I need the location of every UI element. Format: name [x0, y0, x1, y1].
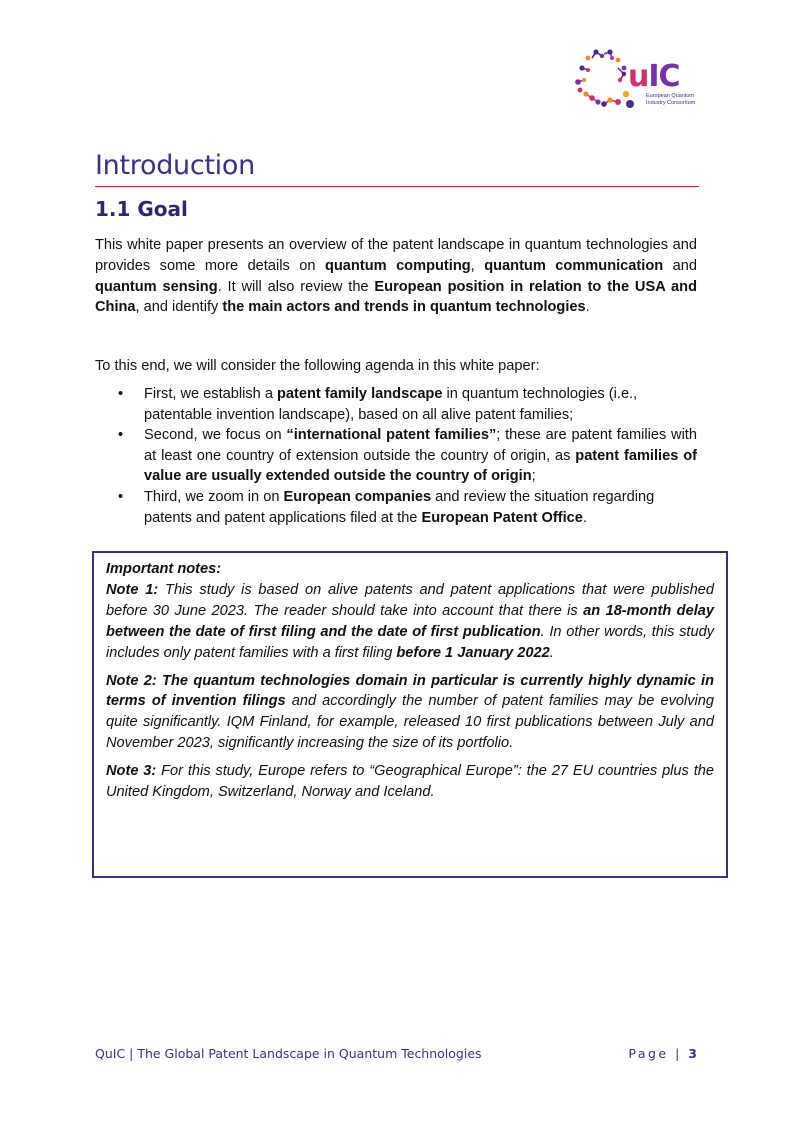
text-run: .	[582, 509, 587, 526]
note-3	[106, 761, 714, 803]
agenda-item	[95, 384, 697, 425]
agenda-list	[95, 384, 697, 528]
bullet-icon: •	[118, 386, 124, 402]
bold-run: before 1 January 2022	[396, 644, 550, 661]
important-notes-box	[92, 551, 728, 878]
bold-run: European companies	[283, 488, 432, 505]
text-run: and accordingly the number of patent families may be evolving quite significantly. IQM Finland, for example, released 10 first publications between July and November 2023, significantly increasing the size of its portfolio.	[106, 693, 715, 752]
section-title: 1.1 Goal	[95, 197, 188, 221]
logo-subtitle-line2: Industry Consortium	[646, 99, 696, 106]
bold-run: an 18-month delay between the date of first filing and the date of first publication	[106, 602, 714, 640]
text-run: Second, we focus on	[144, 427, 287, 444]
agenda-item	[95, 487, 697, 528]
logo-subtitle-line1: European Quantum	[646, 93, 695, 99]
text-run: in quantum technologies (i.e., patentable invention landscape), based on all alive patent families;	[144, 386, 638, 423]
chapter-title-rule	[95, 186, 699, 187]
note-label: Note 2:	[106, 672, 157, 689]
text-run: This study is based on alive patents and patent applications that were published before 30 June 2023. The reader should take into account that there is	[106, 581, 714, 619]
quic-logo-wordmark: uIC	[628, 59, 680, 94]
text-run: . In other words, this study includes only patent families with a first filing	[106, 623, 714, 661]
bold-run: patent family landscape	[277, 386, 443, 402]
bold-run: European position in relation to the USA and China	[95, 278, 698, 316]
text-run: For this study, Europe refers to “Geographical Europe”: the 27 EU countries plus the United Kingdom, Switzerland, Norway and Iceland.	[106, 763, 714, 801]
text-run: This white paper presents an overview of the patent landscape in quantum technologies and provides some more details on	[95, 237, 697, 274]
bold-run: quantum communication	[484, 257, 664, 274]
intro-paragraph	[95, 235, 697, 318]
bold-run: The quantum technologies domain in particular is currently highly dynamic in terms of invention filings	[106, 672, 714, 710]
text-run: .	[585, 299, 590, 316]
agenda-item	[95, 425, 697, 487]
important-notes-content	[106, 559, 714, 810]
text-run: and	[663, 257, 697, 274]
text-run: Third, we zoom in on	[144, 488, 284, 505]
note-2	[106, 671, 714, 755]
note-1	[106, 580, 714, 664]
bold-run: European Patent Office	[421, 509, 583, 526]
text-run: First, we establish a	[144, 386, 278, 402]
bold-run: the main actors and trends in quantum technologies	[222, 299, 586, 316]
text-run: and review the situation regarding patents and patent applications filed at the	[144, 488, 655, 526]
bullet-icon: •	[118, 427, 124, 444]
text-run: ,	[470, 257, 485, 274]
quic-logo-subtitle	[646, 93, 696, 106]
quic-logo	[574, 48, 694, 110]
page-number-block	[628, 1046, 697, 1061]
note-label: Note 3:	[106, 763, 157, 780]
text-run: .	[549, 644, 554, 661]
page-label: Page |	[628, 1046, 682, 1061]
notes-title: Important notes:	[106, 561, 222, 577]
text-run: , and identify	[135, 299, 223, 316]
bold-run: quantum computing	[324, 257, 471, 274]
agenda-intro: To this end, we will consider the following agenda in this white paper:	[95, 358, 540, 374]
bold-run: “international patent families”	[286, 427, 497, 444]
chapter-title: Introduction	[95, 150, 255, 181]
text-run: ; these are patent families with at least one country of extension outside the country of origin, as	[144, 427, 697, 464]
quic-logo-mark-icon	[574, 48, 636, 110]
text-run: ;	[531, 468, 536, 485]
bold-run: patent families of value are usually extended outside the country of origin	[144, 447, 698, 485]
text-run: . It will also review the	[217, 278, 375, 295]
bullet-icon: •	[118, 488, 124, 505]
footer-title: QuIC | The Global Patent Landscape in Quantum Technologies	[95, 1046, 482, 1061]
page-number: 3	[688, 1046, 697, 1061]
bold-run: quantum sensing	[95, 278, 218, 295]
note-label: Note 1:	[106, 581, 159, 598]
